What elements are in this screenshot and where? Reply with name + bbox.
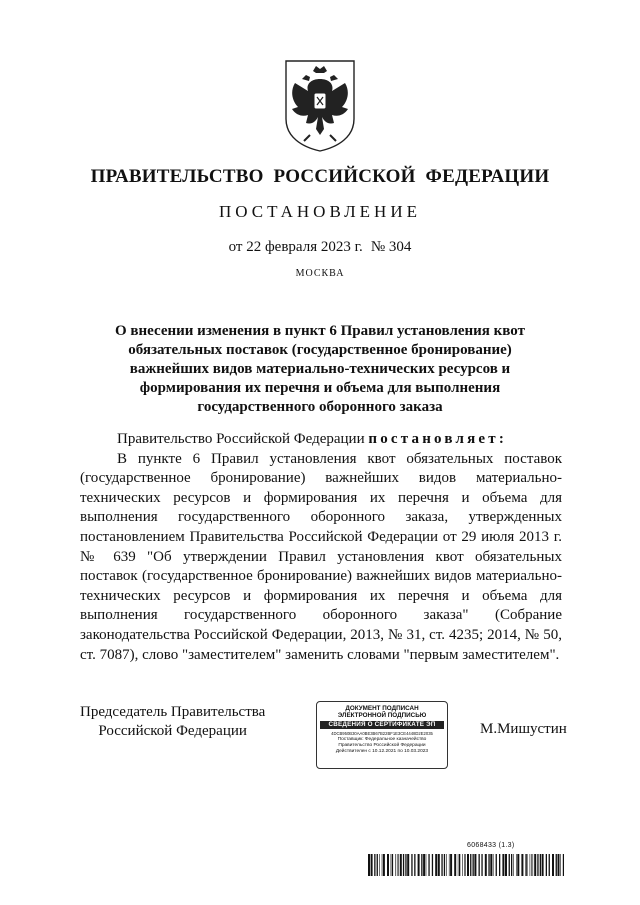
electronic-signature-stamp [316, 701, 448, 769]
document-heading: О внесении изменения в пункт 6 Правил установления квот обязательных поставок (государственное бронирование) важнейших видов материально-технических ресурсов и формирования их перечня и объема для выполнения государственного оборонного заказа [115, 323, 525, 415]
stamp-supplier-line2: Правительство Российской Федерации [338, 743, 426, 748]
government-title: ПРАВИТЕЛЬСТВО РОССИЙСКОЙ ФЕДЕРАЦИИ [90, 166, 550, 187]
intro-paragraph [80, 430, 562, 450]
intro-text: Правительство Российской Федерации [117, 431, 369, 447]
stamp-validity: Действителен с 10.12.2021 по 10.03.2023 [335, 749, 429, 754]
stamp-certificate: 4DCB950B30AA0BE3B67B22BF1E3CE4448D2E2035 [331, 731, 433, 736]
document-number: № 304 [370, 239, 412, 255]
decree-word: постановляет: [368, 431, 508, 447]
document-type: ПОСТАНОВЛЕНИЕ [218, 202, 421, 221]
signer-position-line2: Российской Федерации [98, 723, 247, 739]
stamp-banner: СВЕДЕНИЯ О СЕРТИФИКАТЕ ЭП [320, 721, 444, 729]
barcode-id: 6068433 (1.3) [467, 842, 515, 849]
coat-of-arms-emblem [280, 57, 360, 153]
stamp-line1: ДОКУМЕНТ ПОДПИСАН [345, 705, 419, 712]
document-city: МОСКВА [295, 268, 345, 279]
document-body [80, 430, 562, 665]
signer-position [80, 703, 265, 741]
document-date-line [0, 239, 640, 256]
stamp-supplier-line1: Поставщик: Федеральное казначейство [337, 737, 427, 742]
stamp-header [317, 705, 447, 719]
signer-position-line1: Председатель Правительства [80, 704, 266, 720]
signer-name: М.Мишустин [480, 721, 567, 737]
main-paragraph: В пункте 6 Правил установления квот обязательных поставок (государственное бронирование) важнейших видов материально-технических ресурсов и формирования их перечня и объема для выполнения государственного оборонного заказа, утвержденных постановлением Правительства Российской Федерации от 29 июля 2013 г. № 639 "Об утверждении Правил установления квот обязательных поставок (государственное бронирование) важнейших видов материально-технических ресурсов и формирования их перечня и объема для выполнения государственного оборонного заказа" (Собрание законодательства Российской Федерации, 2013, № 31, ст. 4235; 2014, № 50, ст. 7087), слово "заместителем" заменить словами "первым заместителем". [80, 450, 562, 663]
document-date: от 22 февраля 2023 г. [228, 239, 363, 255]
barcode [368, 854, 564, 876]
stamp-line2: ЭЛЕКТРОННОЙ ПОДПИСЬЮ [337, 712, 427, 719]
